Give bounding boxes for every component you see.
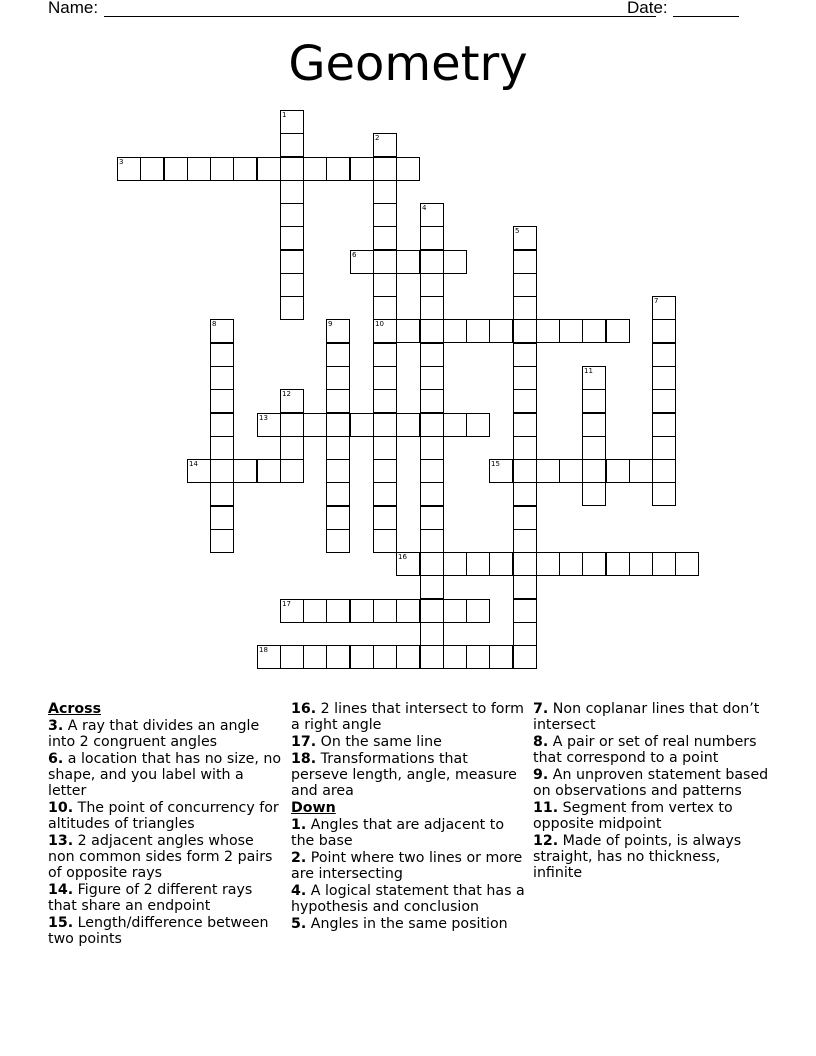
- grid-cell[interactable]: [210, 529, 234, 553]
- grid-cell[interactable]: [559, 552, 583, 576]
- grid-cell[interactable]: [210, 343, 234, 367]
- grid-cell[interactable]: [257, 413, 281, 437]
- grid-cell[interactable]: [326, 366, 350, 390]
- grid-cell[interactable]: [326, 343, 350, 367]
- clue-item: [48, 751, 284, 799]
- grid-cell[interactable]: [489, 319, 513, 343]
- clue-number: 16: [398, 553, 407, 561]
- grid-cell[interactable]: [350, 157, 374, 181]
- grid-cell[interactable]: [513, 389, 537, 413]
- grid-cell[interactable]: [373, 203, 397, 227]
- grid-cell[interactable]: [210, 506, 234, 530]
- grid-cell[interactable]: [443, 319, 467, 343]
- grid-cell[interactable]: [466, 645, 490, 669]
- grid-cell[interactable]: [420, 203, 444, 227]
- grid-cell[interactable]: [257, 459, 281, 483]
- grid-cell[interactable]: [373, 133, 397, 157]
- grid-cell[interactable]: [652, 413, 676, 437]
- grid-cell[interactable]: [257, 645, 281, 669]
- clue-item-number: 14.: [48, 882, 74, 898]
- page-title: Geometry: [288, 36, 528, 92]
- grid-cell[interactable]: [420, 413, 444, 437]
- down-heading: Down: [291, 800, 336, 816]
- clue-number: 6: [352, 251, 357, 259]
- grid-cell[interactable]: [280, 389, 304, 413]
- grid-cell[interactable]: [210, 482, 234, 506]
- across-heading: Across: [48, 701, 102, 717]
- grid-cell[interactable]: [326, 645, 350, 669]
- grid-cell[interactable]: [652, 296, 676, 320]
- grid-cell[interactable]: [373, 296, 397, 320]
- grid-cell[interactable]: [559, 459, 583, 483]
- grid-cell[interactable]: [326, 413, 350, 437]
- grid-cell[interactable]: [513, 343, 537, 367]
- clue-item-text: Made of points, is always straight, has no thickness, infinite: [533, 833, 742, 881]
- clue-number: 12: [282, 390, 291, 398]
- grid-cell[interactable]: [280, 645, 304, 669]
- grid-cell[interactable]: [652, 366, 676, 390]
- grid-cell[interactable]: [443, 413, 467, 437]
- grid-cell[interactable]: [326, 157, 350, 181]
- clue-number: 10: [375, 320, 384, 328]
- grid-cell[interactable]: [280, 436, 304, 460]
- grid-cell[interactable]: [303, 645, 327, 669]
- grid-cell[interactable]: [420, 273, 444, 297]
- grid-cell[interactable]: [629, 459, 653, 483]
- clue-number: 17: [282, 600, 291, 608]
- clue-column-1: [48, 701, 284, 948]
- grid-cell[interactable]: [513, 273, 537, 297]
- clue-item-text: An unproven statement based on observations and patterns: [533, 767, 769, 799]
- clue-number: 1: [282, 111, 287, 119]
- grid-cell[interactable]: [420, 389, 444, 413]
- clue-item-number: 8.: [533, 734, 549, 750]
- grid-cell[interactable]: [513, 599, 537, 623]
- grid-cell[interactable]: [373, 436, 397, 460]
- clue-item-number: 5.: [291, 916, 307, 932]
- grid-cell[interactable]: [210, 436, 234, 460]
- grid-cell[interactable]: [257, 157, 281, 181]
- grid-cell[interactable]: [443, 599, 467, 623]
- grid-cell[interactable]: [187, 459, 211, 483]
- clue-item-number: 16.: [291, 701, 317, 717]
- grid-cell[interactable]: [536, 319, 560, 343]
- clue-number: 11: [584, 367, 593, 375]
- grid-cell[interactable]: [536, 459, 560, 483]
- grid-cell[interactable]: [280, 599, 304, 623]
- grid-cell[interactable]: [373, 459, 397, 483]
- clue-item-text: Angles that are adjacent to the base: [291, 817, 504, 849]
- grid-cell[interactable]: [373, 599, 397, 623]
- grid-cell[interactable]: [582, 552, 606, 576]
- grid-cell[interactable]: [373, 180, 397, 204]
- grid-cell[interactable]: [466, 319, 490, 343]
- grid-cell[interactable]: [373, 529, 397, 553]
- grid-cell[interactable]: [210, 413, 234, 437]
- clue-item-number: 13.: [48, 833, 74, 849]
- grid-cell[interactable]: [164, 157, 188, 181]
- clue-number: 15: [491, 460, 500, 468]
- grid-cell[interactable]: [513, 366, 537, 390]
- grid-cell[interactable]: [582, 413, 606, 437]
- grid-cell[interactable]: [466, 599, 490, 623]
- grid-cell[interactable]: [420, 482, 444, 506]
- grid-cell[interactable]: [373, 482, 397, 506]
- grid-cell[interactable]: [513, 319, 537, 343]
- clue-item-text: 2 adjacent angles whose non common sides form 2 pairs of opposite rays: [48, 833, 273, 881]
- clue-item: [48, 882, 284, 914]
- grid-cell[interactable]: [280, 459, 304, 483]
- grid-cell[interactable]: [396, 250, 420, 274]
- grid-cell[interactable]: [326, 389, 350, 413]
- grid-cell[interactable]: [652, 552, 676, 576]
- grid-cell[interactable]: [303, 599, 327, 623]
- grid-cell[interactable]: [396, 413, 420, 437]
- clue-item: [533, 734, 769, 766]
- grid-cell[interactable]: [350, 250, 374, 274]
- clue-item: [291, 701, 527, 733]
- grid-cell[interactable]: [373, 389, 397, 413]
- grid-cell[interactable]: [652, 389, 676, 413]
- grid-cell[interactable]: [420, 529, 444, 553]
- grid-cell[interactable]: [210, 366, 234, 390]
- grid-cell[interactable]: [117, 157, 141, 181]
- clue-item: [533, 767, 769, 799]
- clue-item-number: 3.: [48, 718, 64, 734]
- clue-item-text: The point of concurrency for altitudes of triangles: [48, 800, 279, 832]
- grid-cell[interactable]: [652, 319, 676, 343]
- grid-cell[interactable]: [513, 250, 537, 274]
- grid-cell[interactable]: [373, 226, 397, 250]
- grid-cell[interactable]: [420, 366, 444, 390]
- grid-cell[interactable]: [326, 599, 350, 623]
- clue-item-number: 9.: [533, 767, 549, 783]
- grid-cell[interactable]: [513, 482, 537, 506]
- clue-item: [533, 800, 769, 832]
- clue-number: 5: [515, 227, 520, 235]
- grid-cell[interactable]: [420, 575, 444, 599]
- clue-item: [291, 734, 527, 750]
- grid-cell[interactable]: [396, 599, 420, 623]
- grid-cell[interactable]: [373, 250, 397, 274]
- clue-item-number: 10.: [48, 800, 74, 816]
- clue-item: [291, 916, 527, 932]
- grid-cell[interactable]: [513, 506, 537, 530]
- clue-item: [533, 701, 769, 733]
- grid-cell[interactable]: [280, 413, 304, 437]
- clue-item-number: 6.: [48, 751, 64, 767]
- grid-cell[interactable]: [606, 459, 630, 483]
- grid-cell[interactable]: [280, 180, 304, 204]
- clue-item: [48, 800, 284, 832]
- grid-cell[interactable]: [280, 203, 304, 227]
- grid-cell[interactable]: [280, 250, 304, 274]
- grid-cell[interactable]: [513, 459, 537, 483]
- grid-cell[interactable]: [373, 506, 397, 530]
- grid-cell[interactable]: [396, 645, 420, 669]
- clue-number: 18: [259, 646, 268, 654]
- clue-item-number: 18.: [291, 751, 317, 767]
- grid-cell[interactable]: [326, 482, 350, 506]
- clue-item-number: 2.: [291, 850, 307, 866]
- grid-cell[interactable]: [652, 482, 676, 506]
- grid-cell[interactable]: [233, 157, 257, 181]
- grid-cell[interactable]: [396, 552, 420, 576]
- grid-cell[interactable]: [513, 413, 537, 437]
- grid-cell[interactable]: [513, 436, 537, 460]
- clue-item-number: 4.: [291, 883, 307, 899]
- clue-item-text: 2 lines that intersect to form a right angle: [291, 701, 524, 733]
- grid-cell[interactable]: [513, 622, 537, 646]
- grid-cell[interactable]: [420, 250, 444, 274]
- grid-cell[interactable]: [466, 413, 490, 437]
- grid-cell[interactable]: [513, 529, 537, 553]
- clue-number: 14: [189, 460, 198, 468]
- name-label: Name:: [48, 0, 99, 17]
- grid-cell[interactable]: [489, 459, 513, 483]
- grid-cell[interactable]: [443, 250, 467, 274]
- grid-cell[interactable]: [652, 459, 676, 483]
- grid-cell[interactable]: [582, 459, 606, 483]
- grid-cell[interactable]: [489, 552, 513, 576]
- grid-cell[interactable]: [582, 389, 606, 413]
- grid-cell[interactable]: [559, 319, 583, 343]
- grid-cell[interactable]: [513, 296, 537, 320]
- clue-item: [291, 751, 527, 799]
- grid-cell[interactable]: [326, 529, 350, 553]
- grid-cell[interactable]: [420, 552, 444, 576]
- grid-cell[interactable]: [420, 319, 444, 343]
- grid-cell[interactable]: [280, 296, 304, 320]
- grid-cell[interactable]: [420, 436, 444, 460]
- clue-item-text: a location that has no size, no shape, and you label with a letter: [48, 751, 282, 799]
- clue-item: [48, 718, 284, 750]
- grid-cell[interactable]: [420, 645, 444, 669]
- clue-item-number: 11.: [533, 800, 559, 816]
- grid-cell[interactable]: [420, 226, 444, 250]
- grid-cell[interactable]: [420, 296, 444, 320]
- grid-cell[interactable]: [280, 157, 304, 181]
- clue-number: 4: [422, 204, 427, 212]
- grid-cell[interactable]: [303, 413, 327, 437]
- clue-item-text: Transformations that perseve length, angle, measure and area: [291, 751, 517, 799]
- grid-cell[interactable]: [373, 645, 397, 669]
- grid-cell[interactable]: [326, 436, 350, 460]
- grid-cell[interactable]: [373, 157, 397, 181]
- clue-item: [48, 915, 284, 947]
- grid-cell[interactable]: [350, 599, 374, 623]
- clue-item: [291, 850, 527, 882]
- grid-cell[interactable]: [373, 273, 397, 297]
- grid-cell[interactable]: [326, 459, 350, 483]
- clue-item-number: 12.: [533, 833, 559, 849]
- grid-cell[interactable]: [675, 552, 699, 576]
- grid-cell[interactable]: [582, 436, 606, 460]
- grid-cell[interactable]: [326, 506, 350, 530]
- clue-item-number: 7.: [533, 701, 549, 717]
- clue-item-text: On the same line: [316, 734, 442, 750]
- grid-cell[interactable]: [303, 157, 327, 181]
- grid-cell[interactable]: [420, 506, 444, 530]
- grid-cell[interactable]: [420, 459, 444, 483]
- grid-cell[interactable]: [210, 459, 234, 483]
- grid-cell[interactable]: [443, 645, 467, 669]
- grid-cell[interactable]: [210, 389, 234, 413]
- clue-item-number: 17.: [291, 734, 317, 750]
- clue-item: [291, 883, 527, 915]
- clue-item-text: Length/difference between two points: [48, 915, 269, 947]
- clue-item: [533, 833, 769, 881]
- clue-number: 2: [375, 134, 380, 142]
- clue-number: 9: [328, 320, 333, 328]
- clue-item: [48, 833, 284, 881]
- grid-cell[interactable]: [280, 110, 304, 134]
- grid-cell[interactable]: [187, 157, 211, 181]
- grid-cell[interactable]: [489, 645, 513, 669]
- grid-cell[interactable]: [326, 319, 350, 343]
- grid-cell[interactable]: [606, 319, 630, 343]
- grid-cell[interactable]: [513, 575, 537, 599]
- clue-item-text: Non coplanar lines that don’t intersect: [533, 701, 760, 733]
- grid-cell[interactable]: [513, 226, 537, 250]
- grid-cell[interactable]: [233, 459, 257, 483]
- grid-cell[interactable]: [396, 157, 420, 181]
- grid-cell[interactable]: [582, 482, 606, 506]
- grid-cell[interactable]: [466, 552, 490, 576]
- grid-cell[interactable]: [652, 343, 676, 367]
- clue-number: 8: [212, 320, 217, 328]
- grid-cell[interactable]: [536, 552, 560, 576]
- clue-item-text: A pair or set of real numbers that correspond to a point: [533, 734, 757, 766]
- grid-cell[interactable]: [280, 133, 304, 157]
- clue-item-text: A logical statement that has a hypothesis and conclusion: [291, 883, 525, 915]
- clue-item: [291, 817, 527, 849]
- clue-item-text: Angles in the same position: [306, 916, 508, 932]
- grid-cell[interactable]: [396, 319, 420, 343]
- clue-number: 3: [119, 158, 124, 166]
- grid-cell[interactable]: [373, 319, 397, 343]
- grid-cell[interactable]: [513, 552, 537, 576]
- clue-number: 7: [654, 297, 659, 305]
- clue-column-3: [533, 701, 769, 882]
- grid-cell[interactable]: [280, 273, 304, 297]
- grid-cell[interactable]: [582, 319, 606, 343]
- clue-item-text: Segment from vertex to opposite midpoint: [533, 800, 733, 832]
- grid-cell[interactable]: [629, 552, 653, 576]
- clue-item-text: Point where two lines or more are intersecting: [291, 850, 523, 882]
- grid-cell[interactable]: [280, 226, 304, 250]
- grid-cell[interactable]: [210, 157, 234, 181]
- grid-cell[interactable]: [420, 599, 444, 623]
- date-label: Date:: [627, 0, 668, 17]
- grid-cell[interactable]: [513, 645, 537, 669]
- grid-cell[interactable]: [652, 436, 676, 460]
- clue-item-number: 1.: [291, 817, 307, 833]
- grid-cell[interactable]: [140, 157, 164, 181]
- grid-cell[interactable]: [606, 552, 630, 576]
- grid-cell[interactable]: [420, 622, 444, 646]
- grid-cell[interactable]: [210, 319, 234, 343]
- grid-cell[interactable]: [373, 413, 397, 437]
- clue-number: 13: [259, 414, 268, 422]
- grid-cell[interactable]: [582, 366, 606, 390]
- clue-item-text: A ray that divides an angle into 2 congruent angles: [48, 718, 260, 750]
- grid-cell[interactable]: [350, 645, 374, 669]
- grid-cell[interactable]: [350, 413, 374, 437]
- grid-cell[interactable]: [373, 366, 397, 390]
- grid-cell[interactable]: [443, 552, 467, 576]
- clue-item-number: 15.: [48, 915, 74, 931]
- grid-cell[interactable]: [373, 343, 397, 367]
- clue-item-text: Figure of 2 different rays that share an endpoint: [48, 882, 253, 914]
- clue-column-2: [291, 701, 527, 933]
- grid-cell[interactable]: [420, 343, 444, 367]
